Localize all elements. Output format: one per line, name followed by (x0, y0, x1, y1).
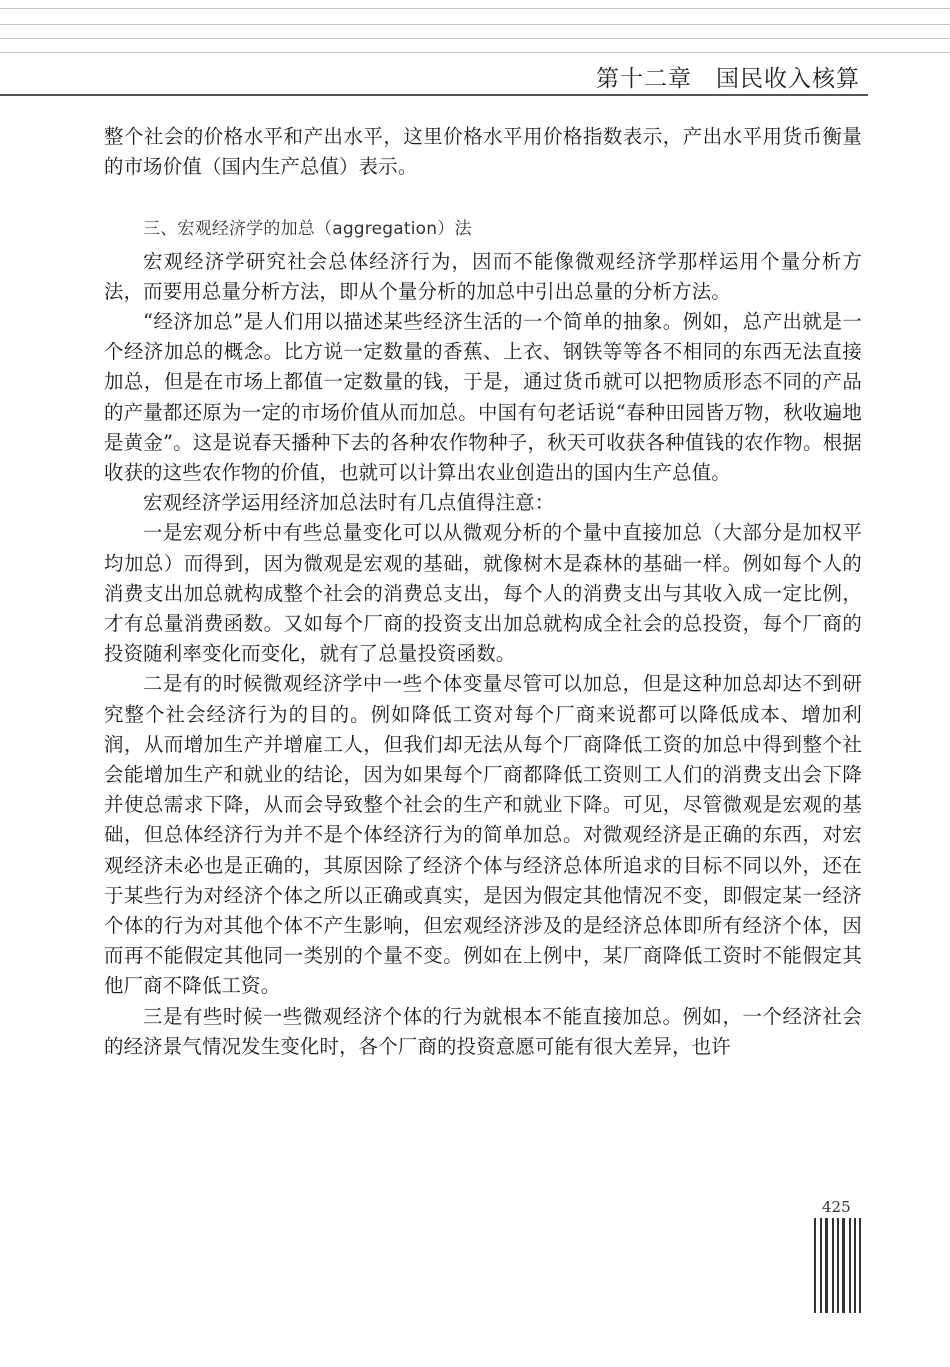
body-paragraph-3: 宏观经济学运用经济加总法时有几点值得注意： (143, 491, 555, 515)
body-paragraph-1: 宏观经济学研究社会总体经济行为，因而不能像微观经济学那样运用个量分析方法，而要用总量分析方法，即从个量分析的加总中引出总量的分析方法。 (104, 249, 862, 303)
page-body (104, 122, 862, 1062)
body-paragraph-6: 三是有些时候一些微观经济个体的行为就根本不能直接加总。例如，一个经济社会的经济景气情况发生变化时，各个厂商的投资意愿可能有很大差异，也许 (104, 1004, 862, 1058)
body-paragraph-2: “经济加总”是人们用以描述某些经济生活的一个简单的抽象。例如，总产出就是一个经济加总的概念。比方说一定数量的香蕉、上衣、钢铁等等各不相同的东西无法直接加总，但是在市场上都值一定数量的钱，于是，通过货币就可以把物质形态不同的产品的产量都还原为一定的市场价值从而加总。中国有句老话说“春种田园皆万物，秋收遍地是黄金”。这是说春天播种下去的各种农作物种子，秋天可收获各种值钱的农作物。根据收获的这些农作物的价值，也就可以计算出农业创造出的国内生产总值。 (104, 310, 862, 485)
body-paragraph-4: 一是宏观分析中有些总量变化可以从微观分析的个量中直接加总（大部分是加权平均加总）而得到，因为微观是宏观的基础，就像树木是森林的基础一样。例如每个人的消费支出加总就构成整个社会的消费总支出，每个人的消费支出与其收入成一定比例，才有总量消费函数。又如每个厂商的投资支出加总就构成全社会的总投资，每个厂商的投资随利率变化而变化，就有了总量投资函数。 (104, 521, 862, 666)
page-number: 425 (822, 1198, 851, 1216)
running-header (596, 60, 860, 93)
header-rule (0, 94, 868, 96)
thumb-index-bars (812, 1218, 862, 1313)
body-paragraph-5: 二是有的时候微观经济学中一些个体变量尽管可以加总，但是这种加总却达不到研究整个社会经济行为的目的。例如降低工资对每个厂商来说都可以降低成本、增加利润，从而增加生产并增雇工人，但我们却无法从每个厂商降低工资的加总中得到整个社会能增加生产和就业的结论，因为如果每个厂商都降低工资则工人们的消费支出会下降并使总需求下降，从而会导致整个社会的生产和就业下降。可见，尽管微观是宏观的基础，但总体经济行为并不是个体经济行为的简单加总。对微观经济是正确的东西，对宏观经济未必也是正确的，其原因除了经济个体与经济总体所追求的目标不同以外，还在于某些行为对经济个体之所以正确或真实，是因为假定其他情况不变，即假定某一经济个体的行为对其他个体不产生影响，但宏观经济涉及的是经济总体即所有经济个体，因而再不能假定其他同一类别的个量不变。例如在上例中，某厂商降低工资时不能假定其他厂商不降低工资。 (104, 672, 862, 998)
chapter-title: 国民收入核算 (716, 66, 860, 92)
continuation-paragraph: 整个社会的价格水平和产出水平，这里价格水平用价格指数表示，产出水平用货币衡量的市场价值（国内生产总值）表示。 (104, 125, 862, 179)
section-heading: 三、宏观经济学的加总（aggregation）法 (143, 219, 472, 240)
chapter-label: 第十二章 (596, 66, 692, 92)
